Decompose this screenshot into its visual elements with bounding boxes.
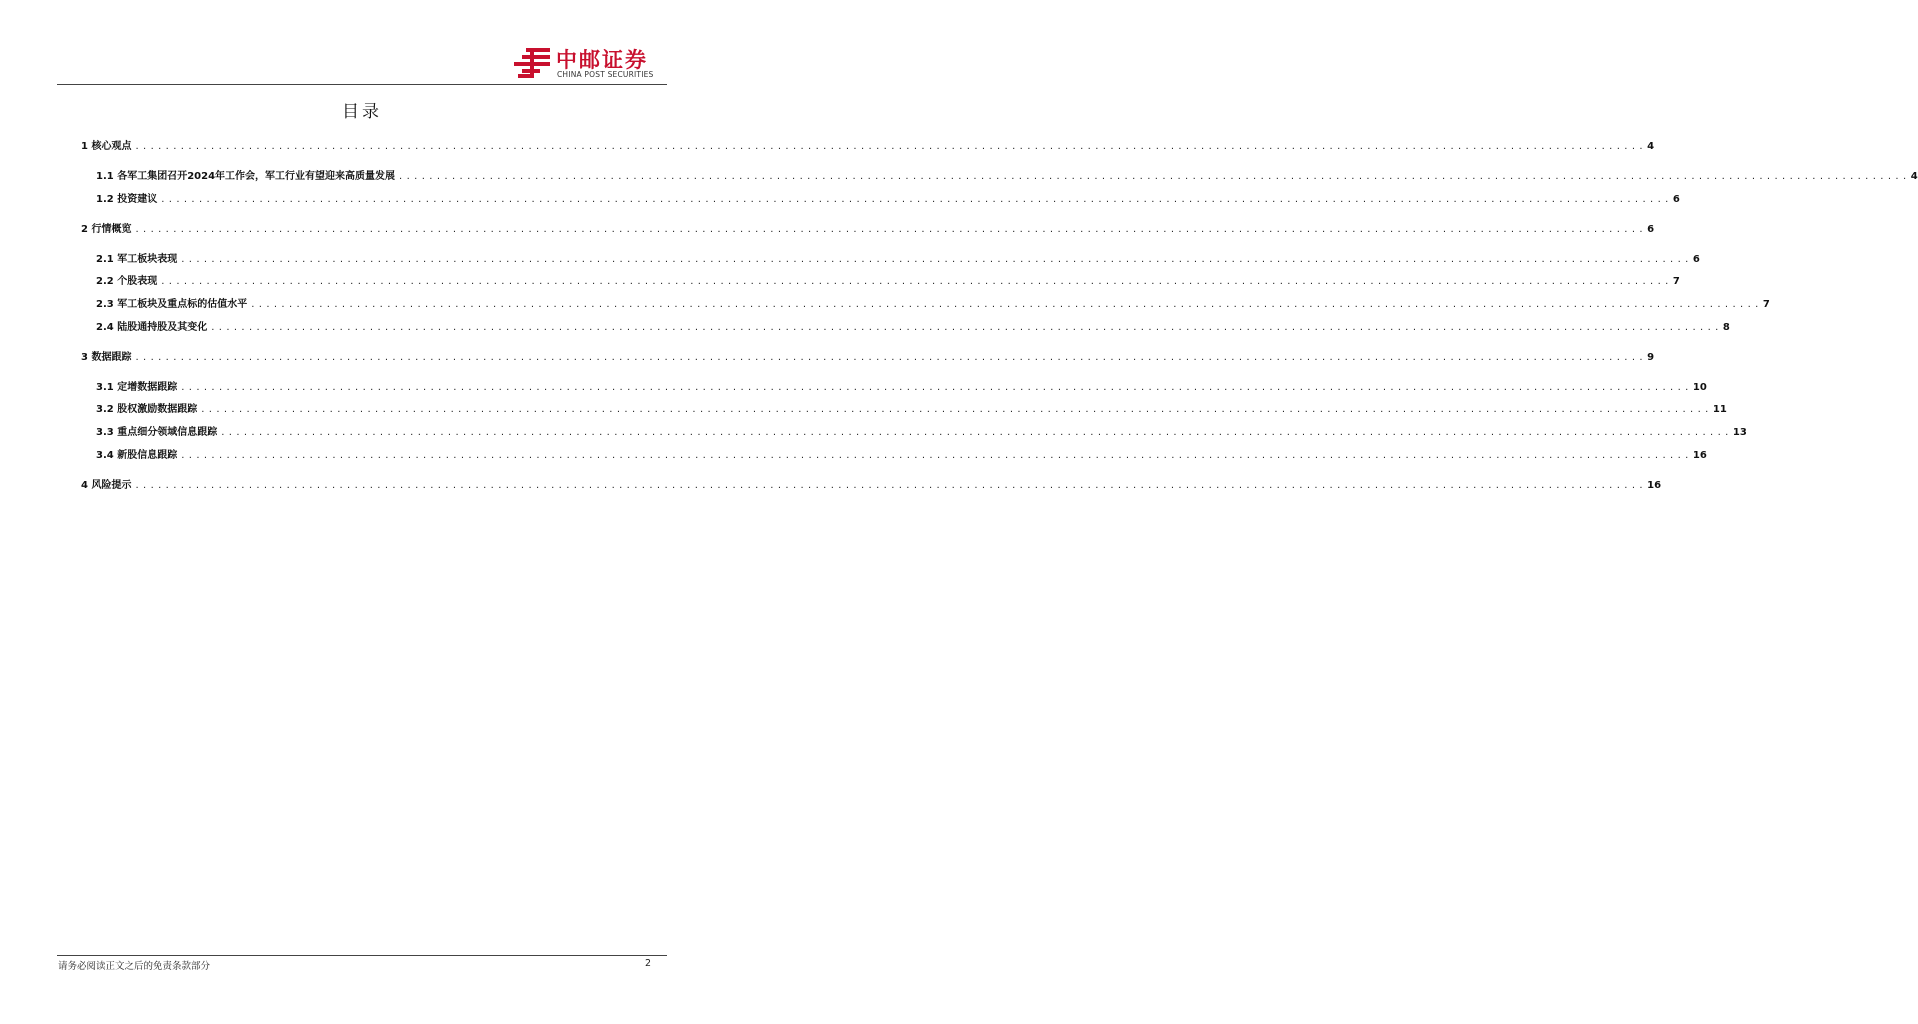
- toc-entry[interactable]: [96, 320, 1730, 336]
- toc-entry-number: 1: [81, 141, 92, 152]
- toc-entry-page: 6: [1647, 224, 1655, 235]
- toc-entry-page: 11: [1712, 404, 1727, 415]
- toc-entry-label: 数据跟踪: [91, 352, 132, 363]
- footer-disclaimer: 请务必阅读正文之后的免责条款部分: [58, 961, 211, 972]
- toc-entry-number: 2.4: [96, 322, 118, 333]
- toc-entry-number: 3.3: [96, 427, 118, 438]
- toc-title: 目录: [342, 102, 382, 122]
- toc-leader-dots: . . . . . . . . . . . . . . . . . . . . . . . . . . . . . . . . . . . . . . . . . . . . . . . . . . . . . . . . . . . . . . . . . . . . . . . . . . . . . . . . . . . . . . . . . . . . . . . . . . . . . . . . . . . . . . . . . . . . . . . . . . . . . . . . . . . . . . . . . . . . . . . . . . . . . . . . . . . . . . . . . . . . . . . . . . . . . . . . . . . . . . . . . . . . . . . . . . . . . . . .: [399, 171, 1907, 182]
- toc-entry-number: 1.1: [96, 171, 118, 182]
- china-post-logo-icon: [512, 46, 552, 80]
- page-number: 2: [645, 958, 652, 969]
- toc-entry[interactable]: [96, 425, 1747, 441]
- toc-entry-number: 2.3: [96, 299, 118, 310]
- toc-entry-page: 7: [1762, 299, 1770, 310]
- toc-entry-number: 3.1: [96, 382, 118, 393]
- toc-entry[interactable]: [96, 448, 1707, 464]
- toc-leader-dots: . . . . . . . . . . . . . . . . . . . . . . . . . . . . . . . . . . . . . . . . . . . . . . . . . . . . . . . . . . . . . . . . . . . . . . . . . . . . . . . . . . . . . . . . . . . . . . . . . . . . . . . . . . . . . . . . . . . . . . . . . . . . . . . . . . . . . . . . . . . . . . . . . . . . . . . . . . . . . . . . . . . . . . . . . . . . . . . . . . . . . . . . . . . . . . . . . . . . . . . .: [181, 450, 1689, 461]
- toc-leader-dots: . . . . . . . . . . . . . . . . . . . . . . . . . . . . . . . . . . . . . . . . . . . . . . . . . . . . . . . . . . . . . . . . . . . . . . . . . . . . . . . . . . . . . . . . . . . . . . . . . . . . . . . . . . . . . . . . . . . . . . . . . . . . . . . . . . . . . . . . . . . . . . . . . . . . . . . . . . . . . . . . . . . . . . . . . . . . . . . . . . . . . . . . . . . . . . . . . . . . . . . .: [221, 427, 1729, 438]
- toc-entry[interactable]: [81, 139, 1655, 155]
- toc-entry-label: 重点细分领域信息跟踪: [117, 427, 218, 438]
- toc-entry-label: 风险提示: [91, 480, 132, 491]
- toc-entry-page: 16: [1692, 450, 1707, 461]
- toc-entry[interactable]: [96, 402, 1727, 418]
- toc-leader-dots: . . . . . . . . . . . . . . . . . . . . . . . . . . . . . . . . . . . . . . . . . . . . . . . . . . . . . . . . . . . . . . . . . . . . . . . . . . . . . . . . . . . . . . . . . . . . . . . . . . . . . . . . . . . . . . . . . . . . . . . . . . . . . . . . . . . . . . . . . . . . . . . . . . . . . . . . . . . . . . . . . . . . . . . . . . . . . . . . . . . . . . . . . . . . . . . . . . . . . . . .: [161, 194, 1669, 205]
- toc-entry[interactable]: [81, 478, 1662, 494]
- toc-leader-dots: . . . . . . . . . . . . . . . . . . . . . . . . . . . . . . . . . . . . . . . . . . . . . . . . . . . . . . . . . . . . . . . . . . . . . . . . . . . . . . . . . . . . . . . . . . . . . . . . . . . . . . . . . . . . . . . . . . . . . . . . . . . . . . . . . . . . . . . . . . . . . . . . . . . . . . . . . . . . . . . . . . . . . . . . . . . . . . . . . . . . . . . . . . . . . . . . . . . . . . . .: [251, 299, 1759, 310]
- toc-entry-label: 行情概览: [91, 224, 132, 235]
- footer-divider: [57, 955, 667, 956]
- toc-entry-label: 陆股通持股及其变化: [117, 322, 208, 333]
- toc-leader-dots: . . . . . . . . . . . . . . . . . . . . . . . . . . . . . . . . . . . . . . . . . . . . . . . . . . . . . . . . . . . . . . . . . . . . . . . . . . . . . . . . . . . . . . . . . . . . . . . . . . . . . . . . . . . . . . . . . . . . . . . . . . . . . . . . . . . . . . . . . . . . . . . . . . . . . . . . . . . . . . . . . . . . . . . . . . . . . . . . . . . . . . . . . . . . . . . . . . . . . . . .: [201, 404, 1709, 415]
- toc-entry-number: 4: [81, 480, 92, 491]
- toc-entry-number: 2.1: [96, 254, 118, 265]
- header-divider: [57, 84, 667, 85]
- toc-leader-dots: . . . . . . . . . . . . . . . . . . . . . . . . . . . . . . . . . . . . . . . . . . . . . . . . . . . . . . . . . . . . . . . . . . . . . . . . . . . . . . . . . . . . . . . . . . . . . . . . . . . . . . . . . . . . . . . . . . . . . . . . . . . . . . . . . . . . . . . . . . . . . . . . . . . . . . . . . . . . . . . . . . . . . . . . . . . . . . . . . . . . . . . . . . . . . . . . . . . . . . . .: [135, 352, 1644, 363]
- toc-entry-page: 4: [1910, 171, 1918, 182]
- toc-entry[interactable]: [96, 192, 1680, 208]
- toc-entry-page: 6: [1672, 194, 1680, 205]
- toc-entry-page: 8: [1722, 322, 1730, 333]
- toc-entry-number: 1.2: [96, 194, 118, 205]
- toc-leader-dots: . . . . . . . . . . . . . . . . . . . . . . . . . . . . . . . . . . . . . . . . . . . . . . . . . . . . . . . . . . . . . . . . . . . . . . . . . . . . . . . . . . . . . . . . . . . . . . . . . . . . . . . . . . . . . . . . . . . . . . . . . . . . . . . . . . . . . . . . . . . . . . . . . . . . . . . . . . . . . . . . . . . . . . . . . . . . . . . . . . . . . . . . . . . . . . . . . . . . . . . .: [135, 224, 1644, 235]
- toc-entry-page: 13: [1732, 427, 1747, 438]
- toc-leader-dots: . . . . . . . . . . . . . . . . . . . . . . . . . . . . . . . . . . . . . . . . . . . . . . . . . . . . . . . . . . . . . . . . . . . . . . . . . . . . . . . . . . . . . . . . . . . . . . . . . . . . . . . . . . . . . . . . . . . . . . . . . . . . . . . . . . . . . . . . . . . . . . . . . . . . . . . . . . . . . . . . . . . . . . . . . . . . . . . . . . . . . . . . . . . . . . . . . . . . . . . .: [161, 276, 1669, 287]
- toc-entry[interactable]: [96, 380, 1707, 396]
- toc-entry-number: 3.4: [96, 450, 118, 461]
- toc-entry-number: 3.2: [96, 404, 118, 415]
- toc-entry-number: 2.2: [96, 276, 118, 287]
- toc-entry-page: 10: [1692, 382, 1707, 393]
- toc-leader-dots: . . . . . . . . . . . . . . . . . . . . . . . . . . . . . . . . . . . . . . . . . . . . . . . . . . . . . . . . . . . . . . . . . . . . . . . . . . . . . . . . . . . . . . . . . . . . . . . . . . . . . . . . . . . . . . . . . . . . . . . . . . . . . . . . . . . . . . . . . . . . . . . . . . . . . . . . . . . . . . . . . . . . . . . . . . . . . . . . . . . . . . . . . . . . . . . . . . . . . . . .: [135, 480, 1644, 491]
- toc-entry-label: 核心观点: [91, 141, 132, 152]
- toc-entry-label: 定增数据跟踪: [117, 382, 178, 393]
- toc-entry-label: 投资建议: [117, 194, 158, 205]
- toc-entry[interactable]: [96, 252, 1700, 268]
- toc-leader-dots: . . . . . . . . . . . . . . . . . . . . . . . . . . . . . . . . . . . . . . . . . . . . . . . . . . . . . . . . . . . . . . . . . . . . . . . . . . . . . . . . . . . . . . . . . . . . . . . . . . . . . . . . . . . . . . . . . . . . . . . . . . . . . . . . . . . . . . . . . . . . . . . . . . . . . . . . . . . . . . . . . . . . . . . . . . . . . . . . . . . . . . . . . . . . . . . . . . . . . . . .: [211, 322, 1719, 333]
- toc-entry-number: 2: [81, 224, 92, 235]
- toc-entry-label: 新股信息跟踪: [117, 450, 178, 461]
- toc-entry-page: 4: [1647, 141, 1655, 152]
- toc-entry[interactable]: [81, 350, 1655, 366]
- toc-entry-page: 6: [1692, 254, 1700, 265]
- toc-entry[interactable]: [81, 222, 1655, 238]
- toc-entry-page: 16: [1647, 480, 1662, 491]
- toc-leader-dots: . . . . . . . . . . . . . . . . . . . . . . . . . . . . . . . . . . . . . . . . . . . . . . . . . . . . . . . . . . . . . . . . . . . . . . . . . . . . . . . . . . . . . . . . . . . . . . . . . . . . . . . . . . . . . . . . . . . . . . . . . . . . . . . . . . . . . . . . . . . . . . . . . . . . . . . . . . . . . . . . . . . . . . . . . . . . . . . . . . . . . . . . . . . . . . . . . . . . . . . .: [181, 382, 1689, 393]
- toc-entry-label: 股权激励数据跟踪: [117, 404, 198, 415]
- toc-entry[interactable]: [96, 297, 1770, 313]
- toc-entry-number: 3: [81, 352, 92, 363]
- logo-chinese-name: 中邮证券: [556, 48, 648, 72]
- logo-english-name: CHINA POST SECURITIES: [557, 70, 654, 79]
- toc-entry[interactable]: [96, 274, 1680, 290]
- toc-entry-label: 个股表现: [117, 276, 158, 287]
- toc-entry-label: 各军工集团召开2024年工作会，军工行业有望迎来高质量发展: [117, 171, 396, 182]
- toc-entry-label: 军工板块表现: [117, 254, 178, 265]
- toc-leader-dots: . . . . . . . . . . . . . . . . . . . . . . . . . . . . . . . . . . . . . . . . . . . . . . . . . . . . . . . . . . . . . . . . . . . . . . . . . . . . . . . . . . . . . . . . . . . . . . . . . . . . . . . . . . . . . . . . . . . . . . . . . . . . . . . . . . . . . . . . . . . . . . . . . . . . . . . . . . . . . . . . . . . . . . . . . . . . . . . . . . . . . . . . . . . . . . . . . . . . . . . .: [181, 254, 1689, 265]
- toc-entry-page: 7: [1672, 276, 1680, 287]
- toc-entry[interactable]: [96, 169, 1918, 185]
- company-logo: [512, 44, 672, 84]
- toc-leader-dots: . . . . . . . . . . . . . . . . . . . . . . . . . . . . . . . . . . . . . . . . . . . . . . . . . . . . . . . . . . . . . . . . . . . . . . . . . . . . . . . . . . . . . . . . . . . . . . . . . . . . . . . . . . . . . . . . . . . . . . . . . . . . . . . . . . . . . . . . . . . . . . . . . . . . . . . . . . . . . . . . . . . . . . . . . . . . . . . . . . . . . . . . . . . . . . . . . . . . . . . .: [135, 141, 1644, 152]
- toc-entry-page: 9: [1647, 352, 1655, 363]
- toc-entry-label: 军工板块及重点标的估值水平: [117, 299, 248, 310]
